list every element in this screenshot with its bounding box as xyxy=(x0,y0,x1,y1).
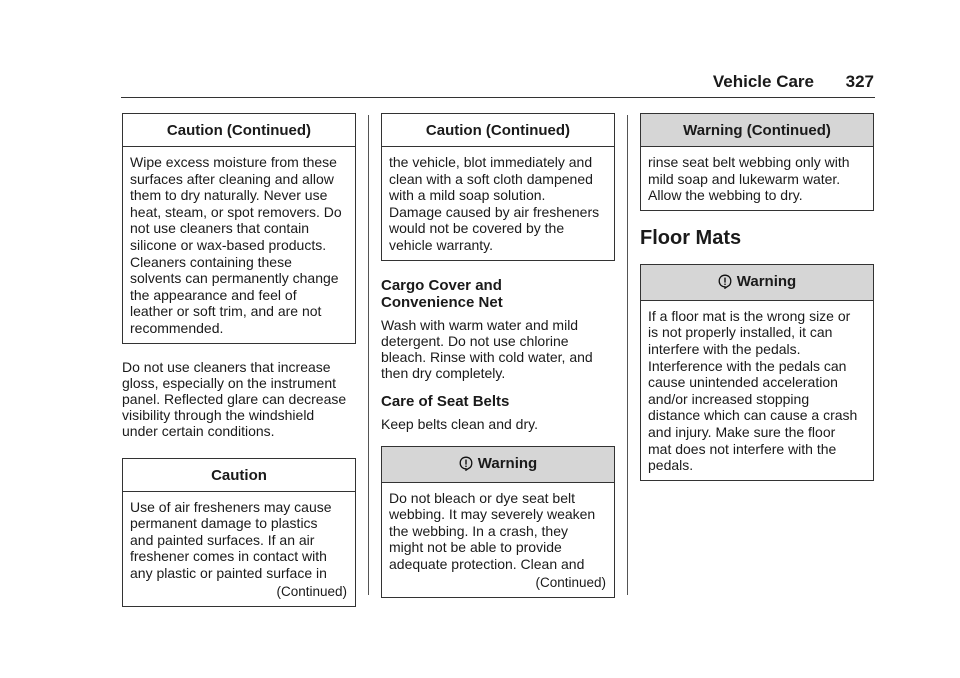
warning-triangle-icon xyxy=(459,456,473,471)
text-line: Wash with warm water and mild xyxy=(381,316,579,333)
column-3 xyxy=(640,113,874,481)
text-line: recommended. xyxy=(130,319,224,336)
continued-label: (Continued) xyxy=(276,583,347,599)
text-line: then dry completely. xyxy=(381,364,506,381)
warning-heading xyxy=(718,273,796,290)
text-line: Wipe excess moisture from these xyxy=(130,154,337,170)
text-line: visibility through the windshield xyxy=(122,406,315,423)
warning-box xyxy=(640,264,874,481)
text-line: bleach. Rinse with cold water, and xyxy=(381,348,593,365)
text-line: the vehicle, blot immediately and xyxy=(389,154,593,170)
text-line: Allow the webbing to dry. xyxy=(648,187,803,204)
box-body xyxy=(123,492,355,607)
text-line: gloss, especially on the instrument xyxy=(122,374,336,391)
text-line: the webbing. In a crash, they xyxy=(389,522,568,539)
text-line: mat does not interfere with the xyxy=(648,440,837,457)
text-line: them to dry naturally. Never use xyxy=(130,187,328,204)
seatbelts-paragraph: Keep belts clean and dry. xyxy=(381,415,538,432)
warning-box xyxy=(381,446,615,599)
text-line: solvents can permanently change xyxy=(130,270,339,287)
column-divider-1 xyxy=(368,115,369,595)
box-title: Warning (Continued) xyxy=(641,114,873,147)
cargo-paragraph xyxy=(381,317,615,381)
box-title: Caution (Continued) xyxy=(382,114,614,147)
warning-label: Warning xyxy=(736,272,797,290)
text-line: might not be able to provide xyxy=(389,539,562,556)
text-line: Do not use cleaners that increase xyxy=(122,358,331,375)
warning-triangle-icon xyxy=(718,274,732,289)
text-line: permanent damage to plastics xyxy=(130,515,318,532)
text-line: and painted surfaces. If an air xyxy=(130,531,315,548)
text-line: Damage caused by air fresheners xyxy=(389,203,600,220)
header-divider xyxy=(121,97,875,98)
box-title xyxy=(382,447,614,483)
box-body xyxy=(382,147,614,260)
text-line: any plastic or painted surface in xyxy=(130,564,327,581)
warning-heading xyxy=(459,455,537,472)
cargo-heading xyxy=(381,277,615,311)
text-line: adequate protection. Clean and xyxy=(389,555,585,572)
warning-continued-box xyxy=(640,113,874,211)
page-number: 327 xyxy=(845,72,874,91)
seatbelts-heading: Care of Seat Belts xyxy=(381,392,510,410)
text-line: and injury. Make sure the floor xyxy=(648,423,836,440)
header-title: Vehicle Care xyxy=(712,72,814,91)
box-body xyxy=(382,483,614,598)
text-line: interfere with the pedals. xyxy=(648,340,801,357)
heading-line: Cargo Cover and xyxy=(381,276,502,294)
text-line: Interference with the pedals can xyxy=(648,357,847,374)
text-line: under certain conditions. xyxy=(122,422,275,439)
text-line: silicone or wax-based products. xyxy=(130,236,327,253)
box-title xyxy=(641,265,873,301)
gloss-paragraph xyxy=(122,359,356,439)
text-line: clean with a soft cloth dampened xyxy=(389,170,593,187)
text-line: rinse seat belt webbing only with xyxy=(648,154,850,170)
box-body xyxy=(641,301,873,480)
column-2 xyxy=(381,113,615,598)
box-title: Caution xyxy=(123,459,355,492)
text-line: leather or soft trim, and are not xyxy=(130,303,322,320)
text-line: surfaces after cleaning and allow xyxy=(130,170,334,187)
text-line: not use cleaners that contain xyxy=(130,220,310,237)
text-line: and/or increased stopping xyxy=(648,390,810,407)
text-line: Do not bleach or dye seat belt xyxy=(389,489,576,506)
text-line: is not properly installed, it can xyxy=(648,324,833,341)
floor-mats-heading: Floor Mats xyxy=(640,226,742,249)
text-line: heat, steam, or spot removers. Do xyxy=(130,203,342,220)
text-line: detergent. Do not use chlorine xyxy=(381,332,569,349)
caution-box xyxy=(122,458,356,608)
text-line: Cleaners containing these xyxy=(130,253,292,270)
text-line: would not be covered by the xyxy=(389,220,565,237)
text-line: with a mild soap solution. xyxy=(389,187,546,204)
heading-line: Convenience Net xyxy=(381,293,503,311)
text-line: freshener comes in contact with xyxy=(130,548,327,565)
caution-continued-box xyxy=(381,113,615,261)
column-divider-2 xyxy=(627,115,628,595)
box-title: Caution (Continued) xyxy=(123,114,355,147)
text-line: pedals. xyxy=(648,457,694,474)
column-1 xyxy=(122,113,356,607)
text-line: distance which can cause a crash xyxy=(648,407,858,424)
box-body xyxy=(641,147,873,210)
text-line: panel. Reflected glare can decrease xyxy=(122,390,347,407)
continued-label: (Continued) xyxy=(535,574,606,590)
text-line: mild soap and lukewarm water. xyxy=(648,170,841,187)
warning-label: Warning xyxy=(477,454,538,472)
caution-continued-box xyxy=(122,113,356,344)
box-body xyxy=(123,147,355,343)
text-line: the appearance and feel of xyxy=(130,286,297,303)
text-line: cause unintended acceleration xyxy=(648,374,838,391)
text-line: vehicle warranty. xyxy=(389,236,494,253)
text-line: If a floor mat is the wrong size or xyxy=(648,307,851,324)
text-line: Use of air fresheners may cause xyxy=(130,498,332,515)
text-line: webbing. It may severely weaken xyxy=(389,506,596,523)
